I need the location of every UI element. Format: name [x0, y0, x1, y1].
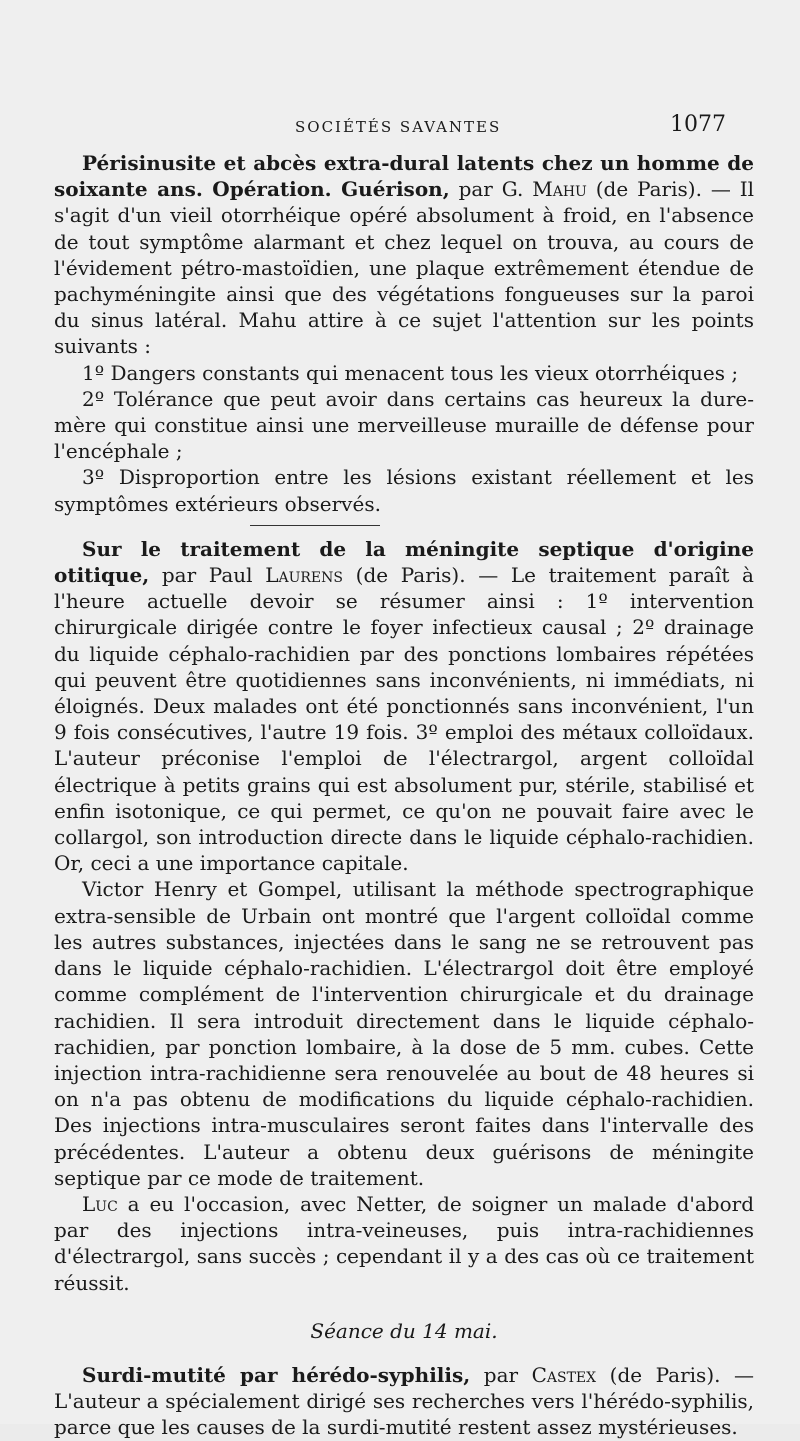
- article-text: (de Paris). — L'auteur a spécialement dirigé ses recherches vers l'hérédo-syphilis, parce que les causes de la surdi-mutité restent assez mystérieuses.: [54, 1362, 755, 1440]
- author-prefix: par Paul: [161, 563, 253, 588]
- author-prefix: par G.: [458, 177, 524, 202]
- page-number: 1077: [670, 112, 726, 137]
- page-body: [54, 150, 754, 1441]
- article-perisinusite: [54, 150, 754, 360]
- point-3: 3º Disproportion entre les lésions existant réellement et les symptômes extérieurs observés.: [54, 465, 754, 516]
- session-heading: Séance du 14 mai.: [310, 1318, 498, 1343]
- author-name: Luc: [82, 1191, 118, 1216]
- point-2: 2º Tolérance que peut avoir dans certains cas heureux la dure-mère qui constitue ainsi une merveilleuse muraille de défense pour l'encéphale ;: [54, 386, 754, 464]
- author-name: Castex: [531, 1362, 597, 1387]
- article-meningite: [54, 536, 754, 877]
- paragraph-luc: [54, 1191, 754, 1296]
- page-header: [0, 112, 800, 142]
- running-title: SOCIÉTÉS SAVANTES: [295, 118, 502, 136]
- article-title: Sur le traitement de la méningite septique d'origine otitique,: [54, 536, 754, 588]
- article-text: (de Paris). — Le traitement paraît à l'heure actuelle devoir se résumer ainsi : 1º intervention chirurgicale dirigée contre le foyer infectieux causal ; 2º drainage du liquide céphalo-rachidien par des ponctions lombaires répétées qui peuvent être quotidiennes sans inconvénients, ni immédiats, ni éloignés. Deux malades ont été ponctionnés sans inconvénient, l'un 9 fois consécutives, l'autre 19 fois. 3º emploi des métaux colloïdaux. L'auteur préconise l'emploi de l'électrargol, argent colloïdal électrique à petits grains qui est absolument pur, stérile, stabilisé et enfin isotonique, ce qui permet, ce qu'on ne pouvait faire avec le collargol, son introduction directe dans le liquide céphalo-rachidien. Or, ceci a une importance capitale.: [54, 563, 754, 876]
- article-title: Périsinusite et abcès extra-dural latents chez un homme de soixante ans. Opération. Guérison,: [54, 151, 754, 202]
- author-name: Laurens: [265, 563, 343, 588]
- separator-rule: [250, 525, 380, 526]
- paragraph-henry-gompel: Victor Henry et Gompel, utilisant la méthode spectrographique extra-sensible de Urbain ont montré que l'argent colloïdal comme les autres substances, injectées dans le sang ne se retrouvent pas dans le liquide céphalo-rachidien. L'électrargol doit être employé comme complément de l'intervention chirurgicale et du drainage rachidien. Il sera introduit directement dans le liquide céphalo-rachidien, par ponction lombaire, à la dose de 5 mm. cubes. Cette injection intra-rachidienne sera renouvelée au bout de 48 heures si on n'a pas obtenu de modifications du liquide céphalo-rachidien. Des injections intra-musculaires seront faites dans l'intervalle des précédentes. L'auteur a obtenu deux guérisons de méningite septique par ce mode de traitement.: [54, 877, 754, 1190]
- paragraph-text: a eu l'occasion, avec Netter, de soigner un malade d'abord par des injections intra-veineuses, puis intra-rachidiennes d'électrargol, sans succès ; cependant il y a des cas où ce traitement réussit.: [54, 1191, 755, 1295]
- point-1: 1º Dangers constants qui menacent tous les vieux otorrhéiques ;: [82, 360, 739, 385]
- article-text: (de Paris). — Il s'agit d'un vieil otorrhéique opéré absolument à froid, en l'absence de tout symptôme alarmant et chez lequel on trouva, au cours de l'évidement pétro-mastoïdien, une plaque extrêmement étendue de pachyméningite ainsi que des végétations fongueuses sur la paroi du sinus latéral. Mahu attire à ce sujet l'attention sur les points suivants :: [54, 177, 755, 359]
- article-title: Surdi-mutité par hérédo-syphilis,: [82, 1362, 471, 1387]
- article-surdi-mutite: [54, 1362, 754, 1441]
- author-name: Mahu: [532, 177, 587, 202]
- author-prefix: par: [483, 1362, 519, 1387]
